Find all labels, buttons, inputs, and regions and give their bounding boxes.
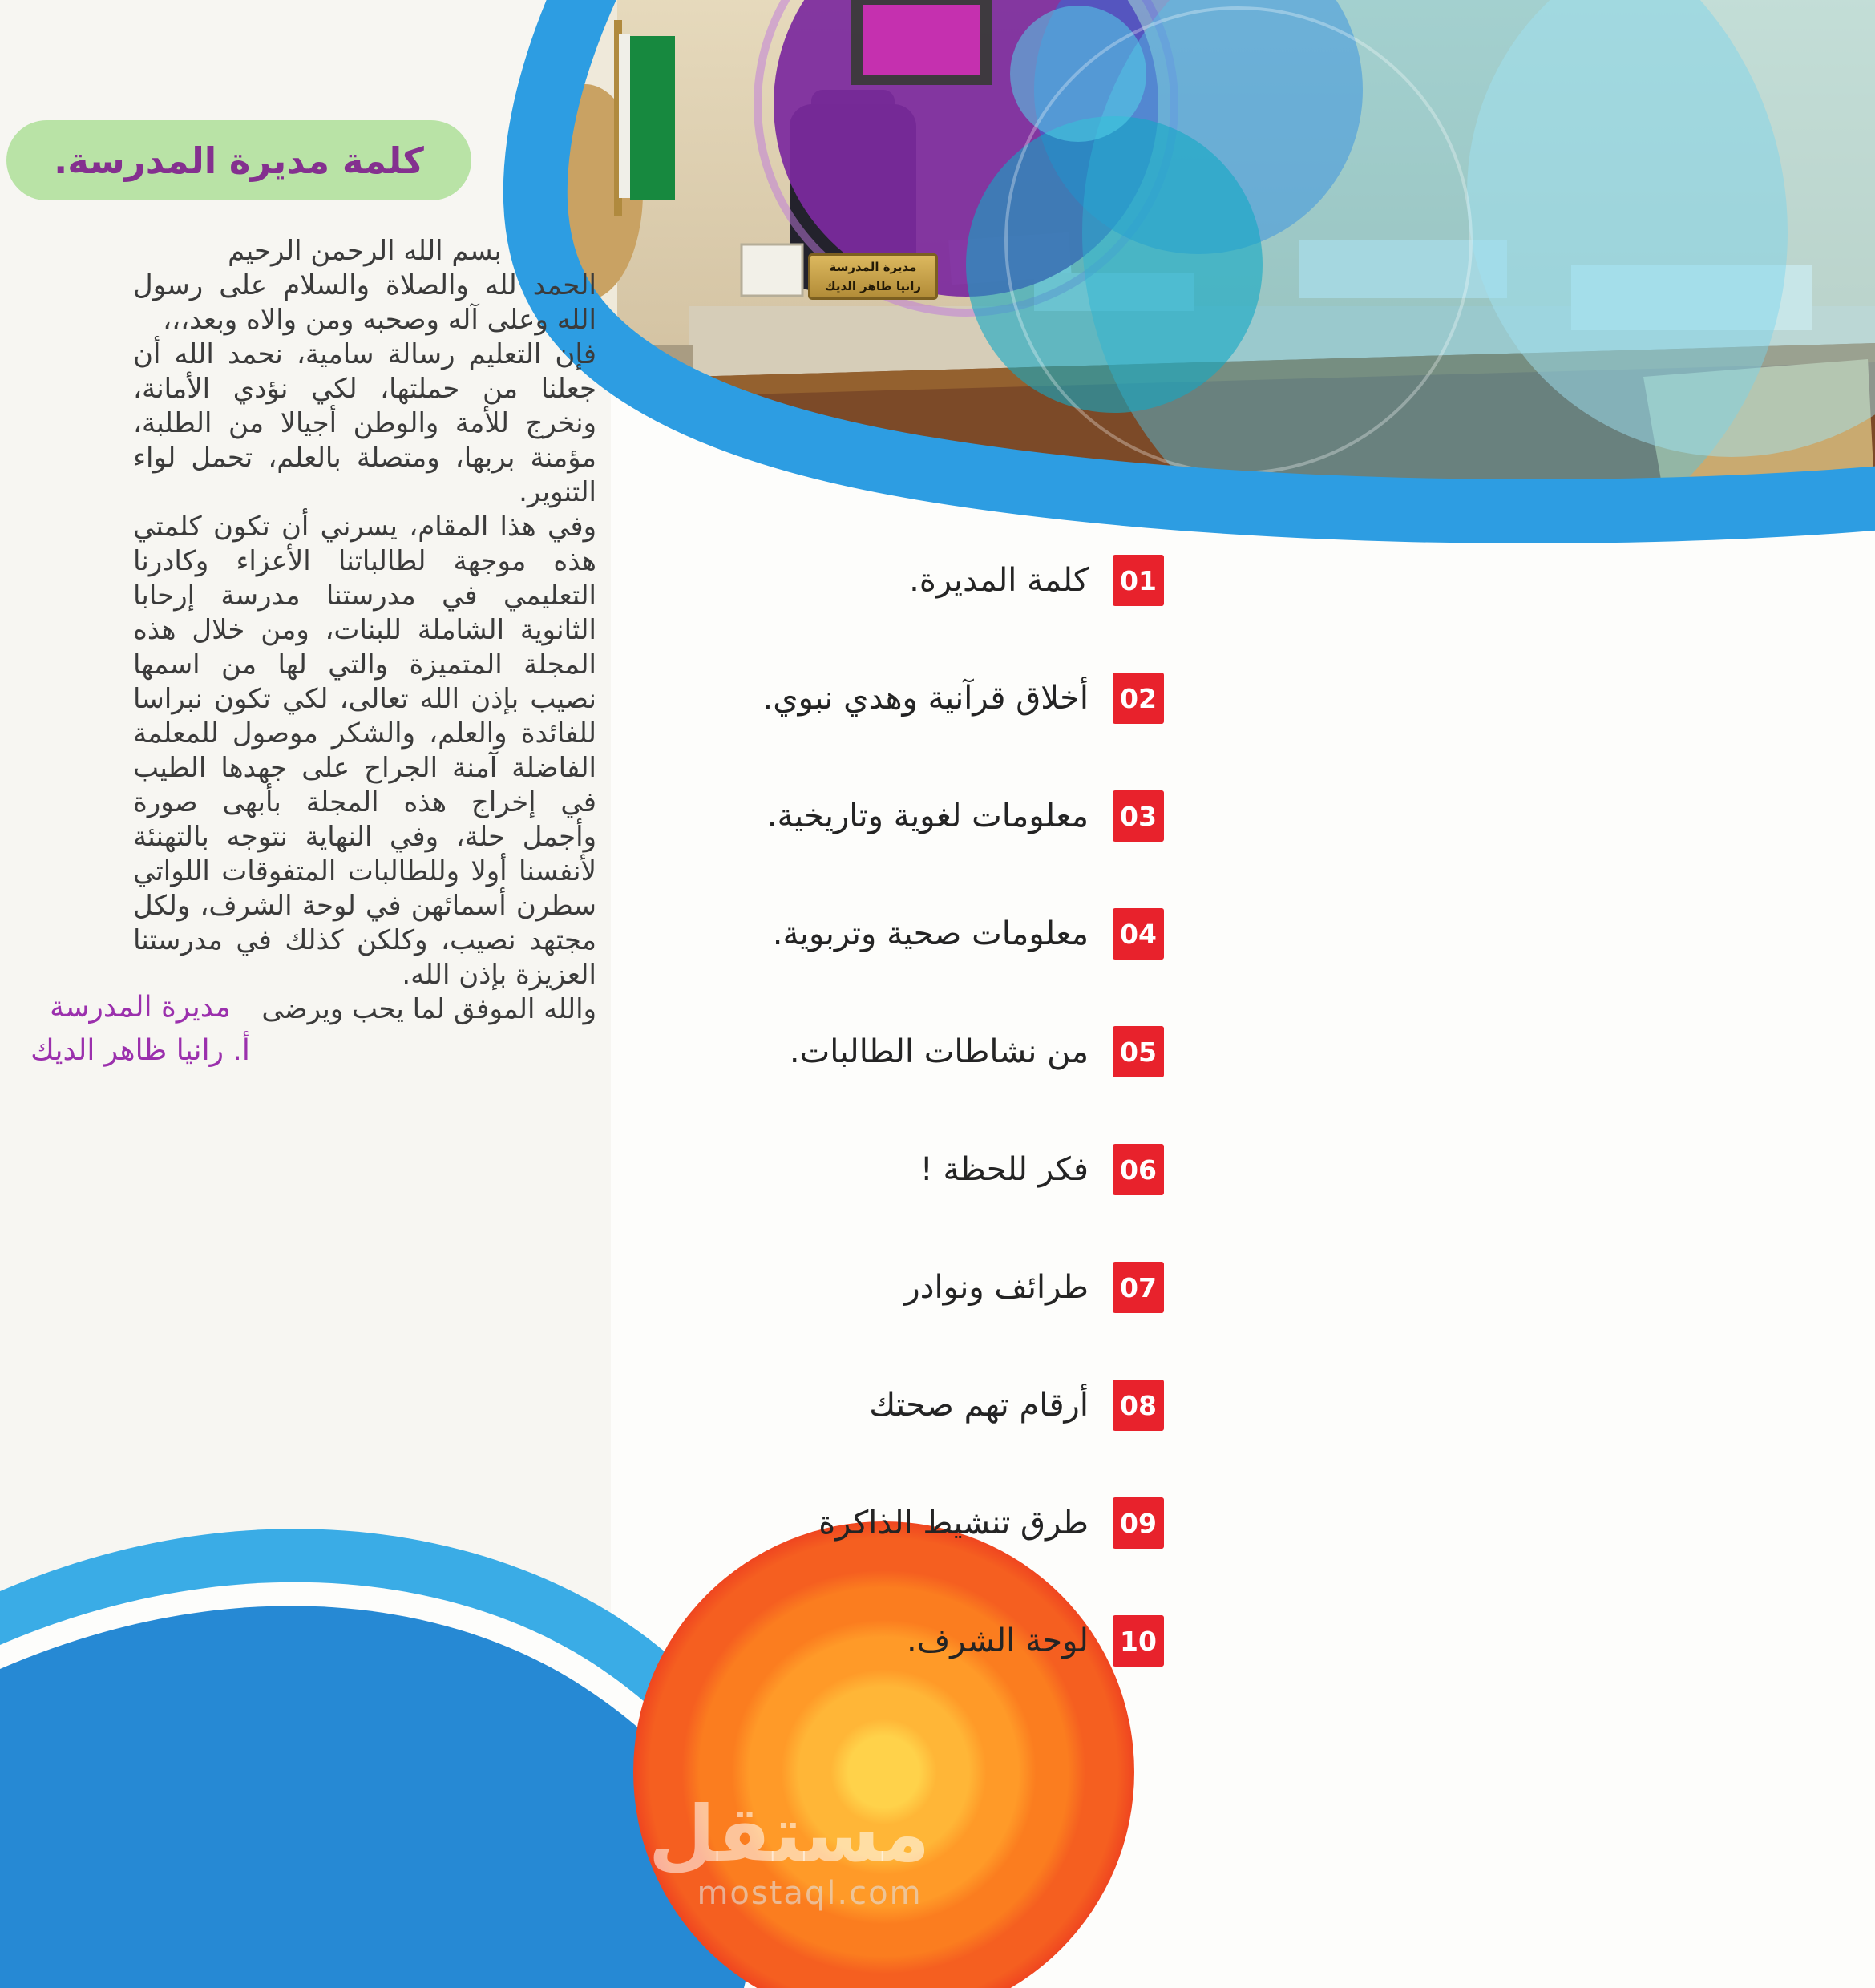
- toc-item-label: معلومات لغوية وتاريخية.: [766, 798, 1089, 834]
- teal-circle: [966, 116, 1263, 413]
- toc-item: [731, 555, 1164, 606]
- watermark-word: مستقل: [648, 1789, 930, 1879]
- toc-number-badge: 01: [1113, 555, 1164, 606]
- toc-item: [731, 790, 1164, 842]
- toc-item-label: أرقام تهم صحتك: [869, 1387, 1089, 1424]
- basmala-line: بسم الله الرحمن الرحيم: [228, 235, 502, 267]
- nameplate-title: مديرة المدرسة: [829, 260, 917, 274]
- toc-number-badge: 09: [1113, 1497, 1164, 1549]
- desk-calendar: [742, 244, 802, 296]
- message-paragraph: فإن التعليم رسالة سامية، نحمد الله أن جعلنا من حملتها، لكي نؤدي الأمانة، ونخرج للأمة والوطن أجيالا من الطلبة، مؤمنة بربها، ومتصلة بالعلم، تحمل لواء التنوير.: [133, 338, 596, 508]
- toc-item: [731, 1144, 1164, 1195]
- message-paragraph: والله الموفق لما يحب ويرضى: [261, 993, 596, 1025]
- signature-block: [28, 986, 253, 1073]
- toc-number-badge: 07: [1113, 1262, 1164, 1313]
- table-of-contents: [731, 555, 1164, 1667]
- toc-number-badge: 08: [1113, 1380, 1164, 1431]
- message-paragraph: الحمد لله والصلاة والسلام على رسول الله وعلى آله وصحبه ومن والاه وبعد،،،: [133, 269, 596, 336]
- toc-item: [731, 908, 1164, 960]
- toc-item-label: طرق تنشيط الذاكرة: [818, 1505, 1089, 1542]
- toc-item-label: طرائف ونوادر: [904, 1269, 1089, 1306]
- signature-name: أ. رانيا ظاهر الديك: [30, 1034, 250, 1067]
- section-title-pill: [6, 120, 471, 200]
- picture-frame-glow: [863, 5, 980, 75]
- flag-white-stripe: [619, 34, 630, 198]
- toc-item: [731, 1615, 1164, 1667]
- toc-item-label: كلمة المديرة.: [909, 562, 1089, 599]
- toc-item: [731, 1262, 1164, 1313]
- signature-title: مديرة المدرسة: [50, 991, 231, 1024]
- toc-item: [731, 1026, 1164, 1077]
- section-title: كلمة مديرة المدرسة.: [54, 139, 424, 182]
- desk-nameplate: [808, 253, 938, 300]
- toc-number-badge: 04: [1113, 908, 1164, 960]
- toc-item-label: معلومات صحية وتربوية.: [772, 915, 1089, 952]
- toc-item-label: لوحة الشرف.: [907, 1622, 1089, 1659]
- toc-item-label: أخلاق قرآنية وهدي نبوي.: [762, 680, 1089, 717]
- toc-number-badge: 03: [1113, 790, 1164, 842]
- watermark-site: mostaql.com: [697, 1874, 923, 1912]
- message-paragraph: وفي هذا المقام، يسرني أن تكون كلمتي هذه موجهة لطالباتنا الأعزاء وكادرنا التعليمي في مدرستنا مدرسة إرحابا الثانوية الشاملة للبنات، ومن خلال هذه المجلة المتميزة والتي لها من اسمها نصيب بإذن الله تعالى، لكي تكون نبراسا للفائدة والعلم، والشكر موصول للمعلمة الفاضلة آمنة الجراح على جهدها الطيب في إخراج هذه المجلة بأبهى صورة وأجمل حلة، وفي النهاية نتوجه بالتهنئة لأنفسنا أولا وللطالبات المتفوقات اللواتي سطرن أسمائهن في لوحة الشرف، ولكل مجتهد نصيب، وكلكن كذلك في مدرستنا العزيزة بإذن الله.: [133, 511, 596, 991]
- toc-number-badge: 02: [1113, 673, 1164, 724]
- watermark: [648, 1789, 930, 1912]
- toc-item-label: فكر للحظة !: [919, 1151, 1089, 1188]
- toc-number-badge: 05: [1113, 1026, 1164, 1077]
- flag-green: [630, 36, 675, 200]
- nameplate-name: رانيا ظاهر الديك: [824, 279, 922, 293]
- toc-item: [731, 1497, 1164, 1549]
- toc-item-label: من نشاطات الطالبات.: [789, 1033, 1089, 1070]
- toc-item: [731, 673, 1164, 724]
- toc-item: [731, 1380, 1164, 1431]
- toc-number-badge: 06: [1113, 1144, 1164, 1195]
- principal-message: [133, 234, 596, 1027]
- toc-number-badge: 10: [1113, 1615, 1164, 1667]
